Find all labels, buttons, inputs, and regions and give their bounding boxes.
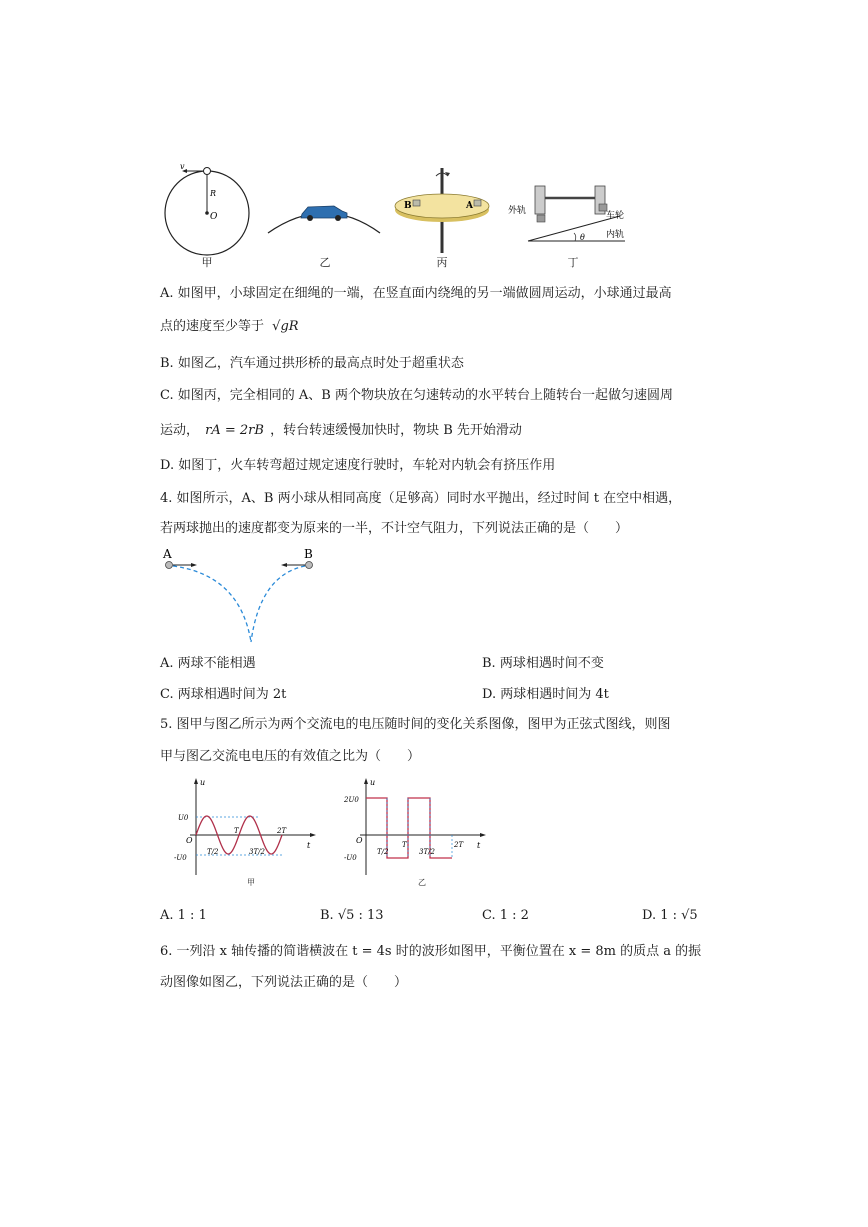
q3-option-a-math: √gR bbox=[272, 319, 299, 334]
ding-angle: θ bbox=[580, 233, 585, 242]
q5-option-d: D. 1 : √5 bbox=[642, 908, 698, 923]
ding-inner-rail: 内轨 bbox=[606, 230, 625, 240]
jia-x-axis: t bbox=[307, 841, 311, 850]
caption-bing: 丙 bbox=[436, 256, 448, 269]
q4-label-a: A bbox=[163, 547, 172, 561]
jia-neg-label: -U0 bbox=[174, 854, 187, 862]
yi-tick-3half: 3T/2 bbox=[419, 848, 435, 856]
yi-tick-2t: 2T bbox=[454, 841, 464, 849]
q4-option-d: D. 两球相遇时间为 4t bbox=[482, 687, 609, 702]
yi-neg-label: -U0 bbox=[344, 854, 357, 862]
q5-option-a: A. 1 : 1 bbox=[160, 908, 207, 923]
q3-option-b: B. 如图乙，汽车通过拱形桥的最高点时处于超重状态 bbox=[160, 356, 464, 371]
q3-option-a-line2 bbox=[160, 318, 299, 336]
q4-option-a: A. 两球不能相遇 bbox=[160, 656, 256, 671]
q5-stem-line2: 甲与图乙交流电电压的有效值之比为（ ） bbox=[160, 749, 421, 764]
q5-caption-yi: 乙 bbox=[418, 878, 426, 887]
figure-jia bbox=[165, 162, 249, 255]
jia-v-label: v bbox=[180, 162, 185, 171]
q4-figure bbox=[155, 545, 335, 645]
caption-ding: 丁 bbox=[567, 256, 579, 269]
q3-option-a-line1: A. 如图甲，小球固定在细绳的一端，在竖直面内绕绳的另一端做圆周运动，小球通过最高 bbox=[160, 286, 672, 301]
yi-origin: O bbox=[356, 836, 363, 845]
q5-stem-line1: 5. 图甲与图乙所示为两个交流电的电压随时间的变化关系图像，图甲为正弦式图线，则图 bbox=[160, 717, 671, 732]
q6-stem-line1: 6. 一列沿 x 轴传播的简谐横波在 t = 4s 时的波形如图甲，平衡位置在 x = 8m 的质点 a 的振 bbox=[160, 944, 702, 959]
yi-tick-t: T bbox=[402, 841, 407, 849]
jia-tick-3half: 3T/2 bbox=[249, 848, 265, 856]
q4-label-b: B bbox=[304, 547, 313, 561]
jia-tick-half: T/2 bbox=[207, 848, 219, 856]
jia-R-label: R bbox=[210, 189, 217, 198]
jia-pos-label: U0 bbox=[178, 814, 189, 822]
ding-wheel: 车轮 bbox=[606, 211, 625, 221]
jia-O-label: O bbox=[210, 212, 218, 222]
q3-option-d: D. 如图丁，火车转弯超过规定速度行驶时，车轮对内轨会有挤压作用 bbox=[160, 458, 556, 473]
figure-bing bbox=[395, 168, 489, 253]
q3-option-c-line1: C. 如图丙，完全相同的 A、B 两个物块放在匀速转动的水平转台上随转台一起做匀速圆周 bbox=[160, 388, 673, 403]
jia-tick-t: T bbox=[234, 827, 239, 835]
q3-option-c-post: ，转台转速缓慢加快时，物块 B 先开始滑动 bbox=[270, 423, 522, 438]
q5-graph-jia bbox=[170, 775, 320, 890]
yi-tick-half: T/2 bbox=[377, 848, 389, 856]
caption-jia: 甲 bbox=[201, 256, 213, 269]
q5-caption-jia: 甲 bbox=[247, 878, 255, 887]
yi-y-axis: u bbox=[370, 778, 376, 787]
figure-ding bbox=[508, 186, 625, 242]
jia-origin: O bbox=[186, 836, 193, 845]
q3-option-a-text: 点的速度至少等于 bbox=[160, 319, 265, 334]
caption-yi: 乙 bbox=[319, 256, 331, 269]
q3-option-c-line2 bbox=[160, 422, 522, 440]
bing-A-label: A bbox=[466, 201, 473, 211]
yi-x-axis: t bbox=[477, 841, 481, 850]
bing-B-label: B bbox=[404, 201, 412, 211]
jia-tick-2t: 2T bbox=[277, 827, 287, 835]
jia-y-axis: u bbox=[200, 778, 206, 787]
q3-option-c-math: rA = 2rB bbox=[205, 423, 264, 438]
q5-option-c: C. 1 : 2 bbox=[482, 908, 529, 923]
q5-graph-yi bbox=[340, 775, 490, 890]
figure-yi bbox=[268, 206, 380, 233]
q4-stem-line2: 若两球抛出的速度都变为原来的一半，不计空气阻力，下列说法正确的是（ ） bbox=[160, 521, 629, 536]
q6-stem-line2: 动图像如图乙，下列说法正确的是（ ） bbox=[160, 975, 408, 990]
q3-option-c-pre: 运动， bbox=[160, 423, 200, 438]
q4-option-b: B. 两球相遇时间不变 bbox=[482, 656, 604, 671]
q4-option-c: C. 两球相遇时间为 2t bbox=[160, 687, 287, 702]
q5-option-b: B. √5 : 13 bbox=[320, 908, 384, 923]
yi-pos-label: 2U0 bbox=[344, 796, 359, 804]
q4-stem-line1: 4. 如图所示，A、B 两小球从相同高度（足够高）同时水平抛出，经过时间 t 在空中相遇， bbox=[160, 491, 682, 506]
ding-outer-rail: 外轨 bbox=[508, 206, 527, 216]
